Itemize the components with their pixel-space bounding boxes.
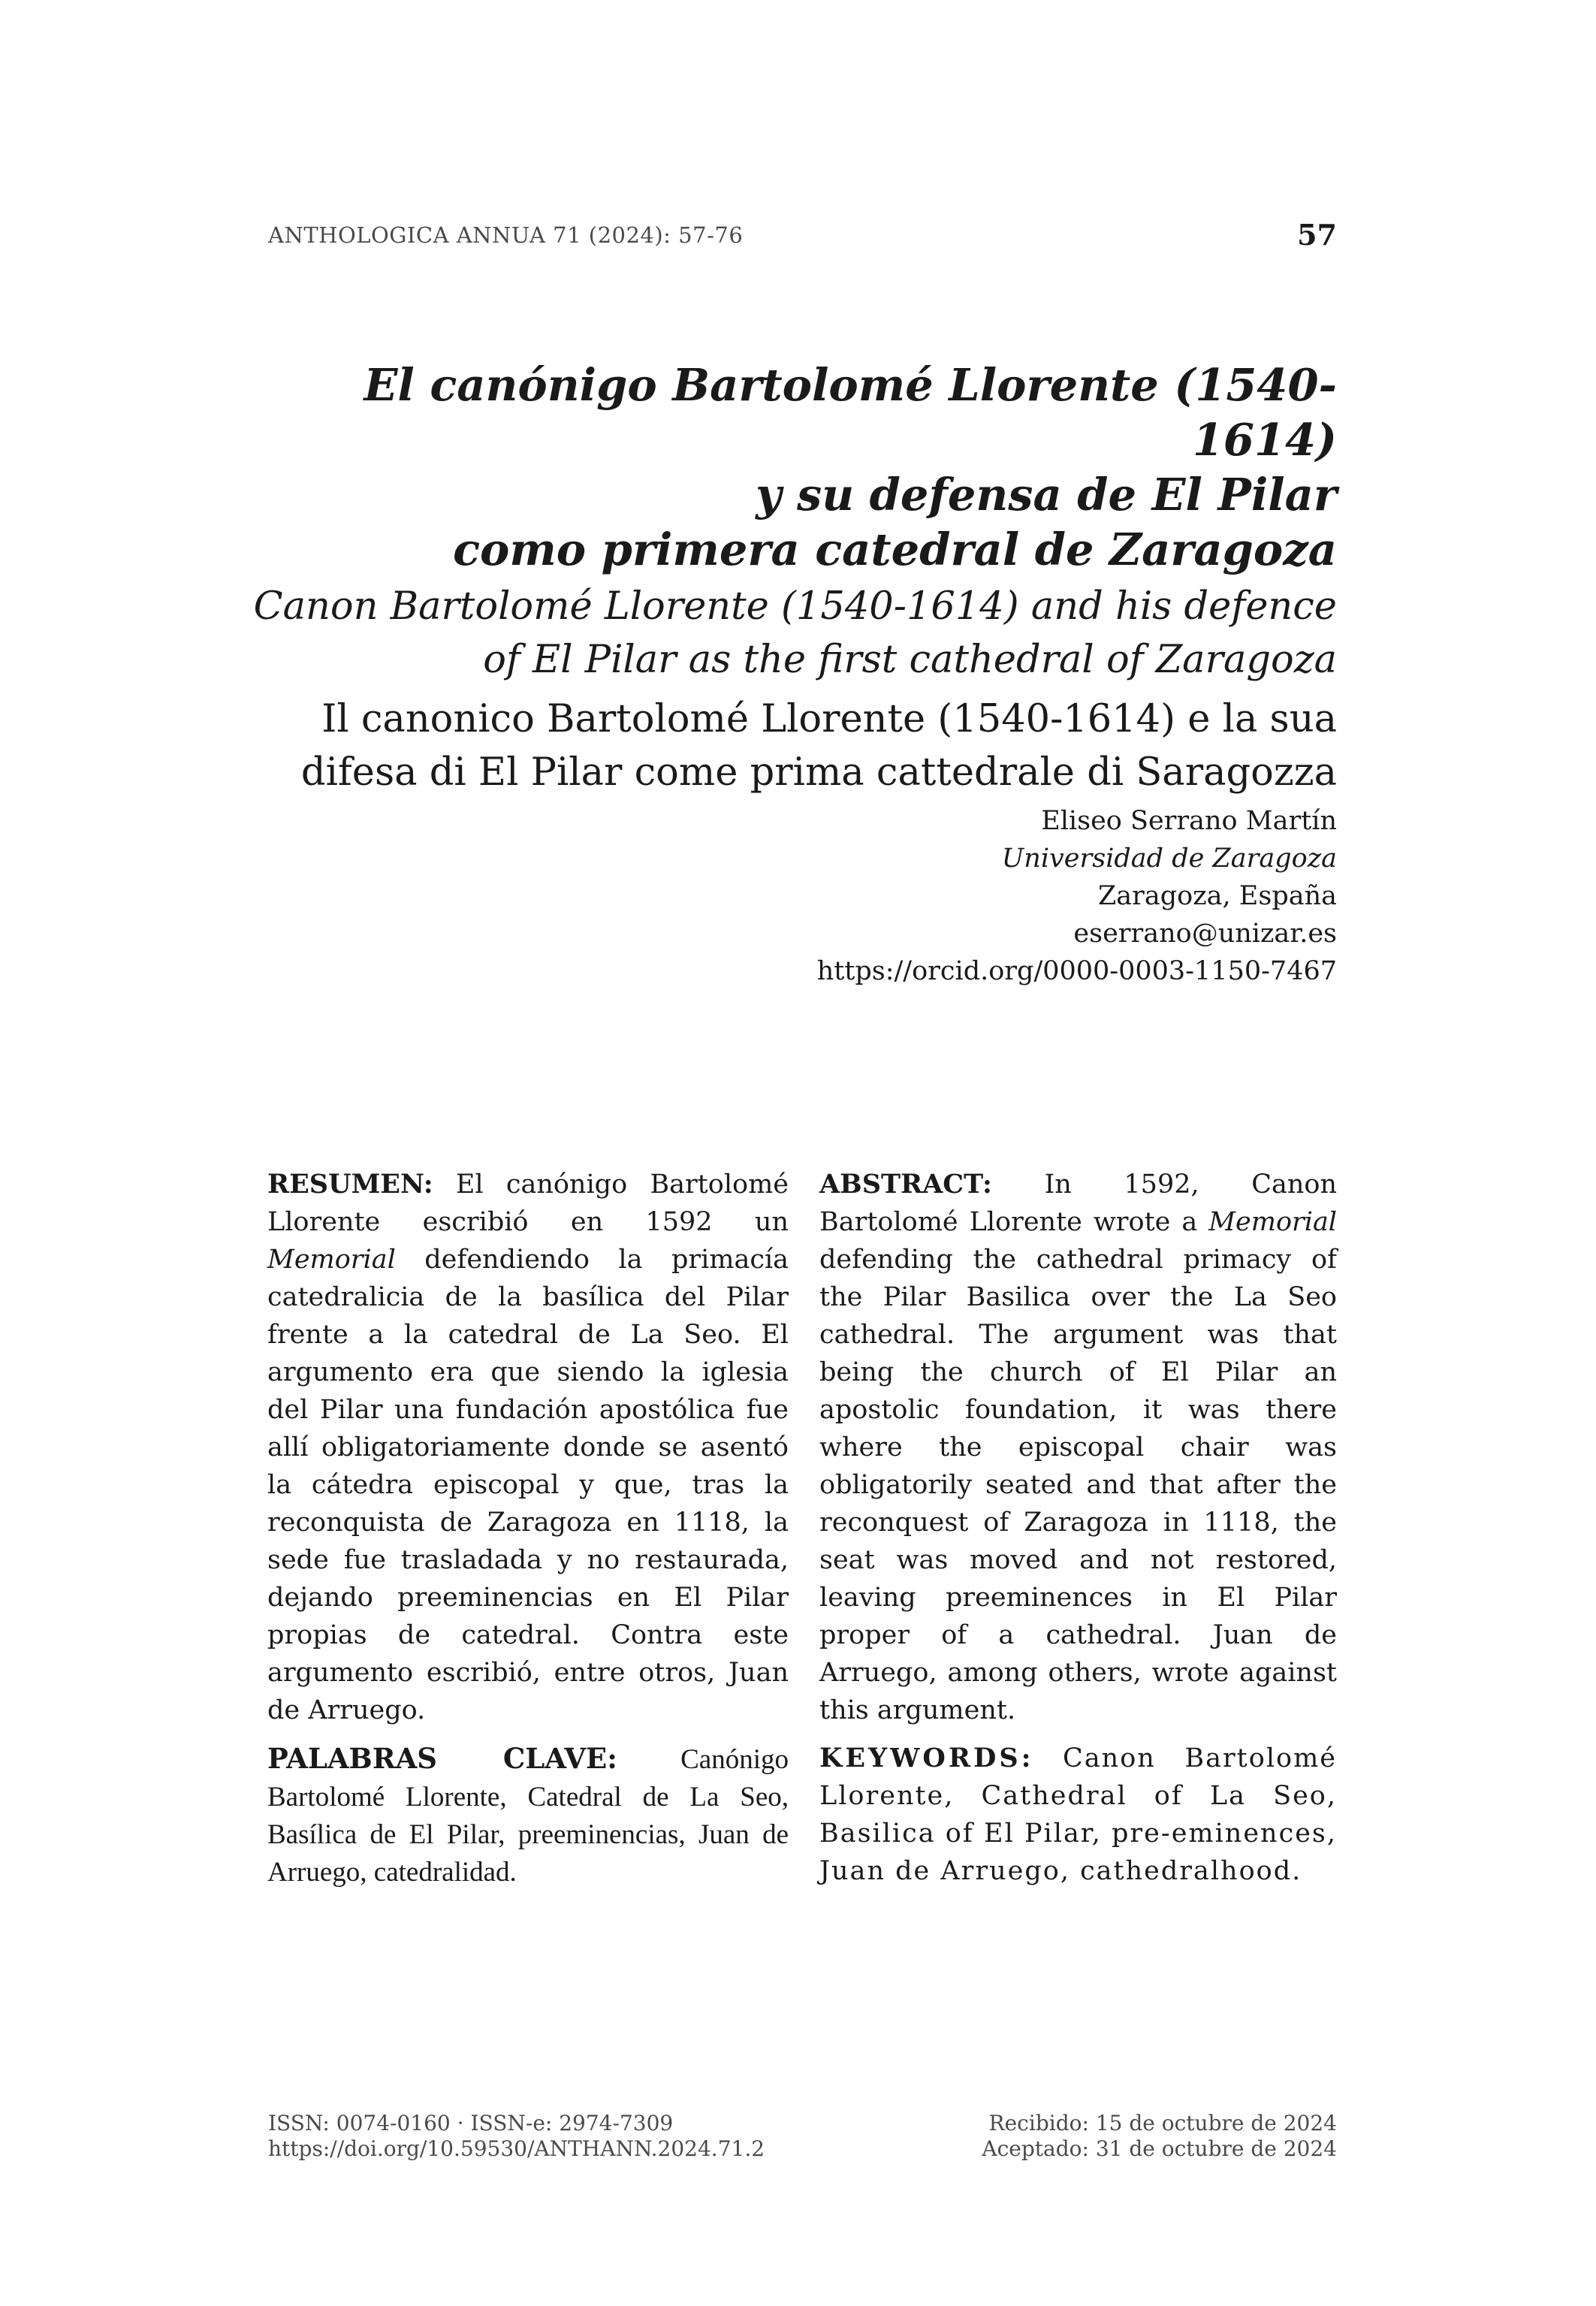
spanish-column [267,1166,789,1902]
palabras-clave-label: PALABRAS CLAVE: [267,1742,617,1775]
title-italian [248,693,1337,799]
title-italian-line: difesa di El Pilar come prima cattedrale di Saragozza [300,750,1337,795]
footer-doi[interactable]: https://doi.org/10.59530/ANTHANN.2024.71.2 [268,2136,765,2161]
author-orcid[interactable]: https://orcid.org/0000-0003-1150-7467 [816,956,1337,986]
resumen-paragraph [267,1166,789,1729]
resumen-label: RESUMEN: [267,1169,433,1200]
keywords-label: KEYWORDS: [819,1743,1034,1773]
abstract-text: defending the cathedral primacy of the Pilar Basilica over the La Seo cathedral. The argument was that being the church of El Pilar an apostolic foundation, it was there where the episcopal chair was obligatorily seated and that after the reconquest of Zaragoza in 1118, the seat was moved and not restored, leaving preeminences in El Pilar proper of a cathedral. Juan de Arruego, among others, wrote against this argument. [819,1245,1337,1725]
footer-left [268,2111,765,2162]
footer-right [982,2111,1337,2162]
title-spanish-line: como primera catedral de Zaragoza [453,524,1337,575]
keywords-paragraph [819,1740,1337,1890]
footer-received: Recibido: 15 de octubre de 2024 [988,2111,1337,2135]
keywords-text: Canon Bartolomé Llorente, Cathedral of La Seo, Basilica of El Pilar, pre-eminences, Juan de Arruego, cathedralhood. [819,1743,1337,1886]
title-block [248,358,1337,799]
footer-accepted: Aceptado: 31 de octubre de 2024 [982,2136,1337,2161]
title-spanish-line: y su defensa de El Pilar [756,469,1337,521]
author-affiliation: Universidad de Zaragoza [1001,844,1337,874]
resumen-text: defendiendo la primacía catedralicia de la basílica del Pilar frente a la catedral de La Seo. El argumento era que siendo la iglesia del Pilar una fundación apostólica fue allí obligatoriamente donde se asentó la cátedra episcopal y que, tras la reconquista de Zaragoza en 1118, la sede fue trasladada y no restaurada, dejando preeminencias en El Pilar propias de catedral. Contra este argumento escribió, entre otros, Juan de Arruego. [267,1245,789,1725]
title-italian-line: Il canonico Bartolomé Llorente (1540-1614) e la sua [321,697,1337,741]
footer-issn: ISSN: 0074-0160 · ISSN-e: 2974-7309 [268,2111,674,2135]
author-email[interactable]: eserrano@unizar.es [1073,919,1337,949]
abstract-label: ABSTRACT: [819,1169,992,1200]
author-block [817,802,1337,990]
title-spanish [248,358,1337,577]
page-number: 57 [1297,218,1337,252]
abstract-text: In 1592, Canon Bartolomé Llorente wrote a [819,1170,1337,1237]
title-english-line: Canon Bartolomé Llorente (1540-1614) and his defence [253,584,1337,629]
title-english [248,580,1337,687]
running-head: ANTHOLOGICA ANNUA 71 (2024): 57-76 [268,222,744,248]
palabras-clave-paragraph [267,1740,789,1891]
abstract-paragraph [819,1166,1337,1729]
title-english-line: of El Pilar as the first cathedral of Zaragoza [483,638,1337,682]
title-spanish-line: El canónigo Bartolomé Llorente (1540-1614) [364,359,1337,466]
english-column [819,1166,1337,1900]
author-name: Eliseo Serrano Martín [1041,806,1337,836]
resumen-memorial: Memorial [267,1245,396,1275]
resumen-text: El canónigo Bartolomé Llorente escribió en 1592 un [267,1170,789,1237]
abstract-memorial: Memorial [1208,1207,1337,1237]
palabras-clave-text: Canónigo Bartolomé Llorente, Catedral de La Seo, Basílica de El Pilar, preeminencias, Juan de Arruego, catedralidad. [267,1744,789,1888]
author-location: Zaragoza, España [1097,881,1337,911]
